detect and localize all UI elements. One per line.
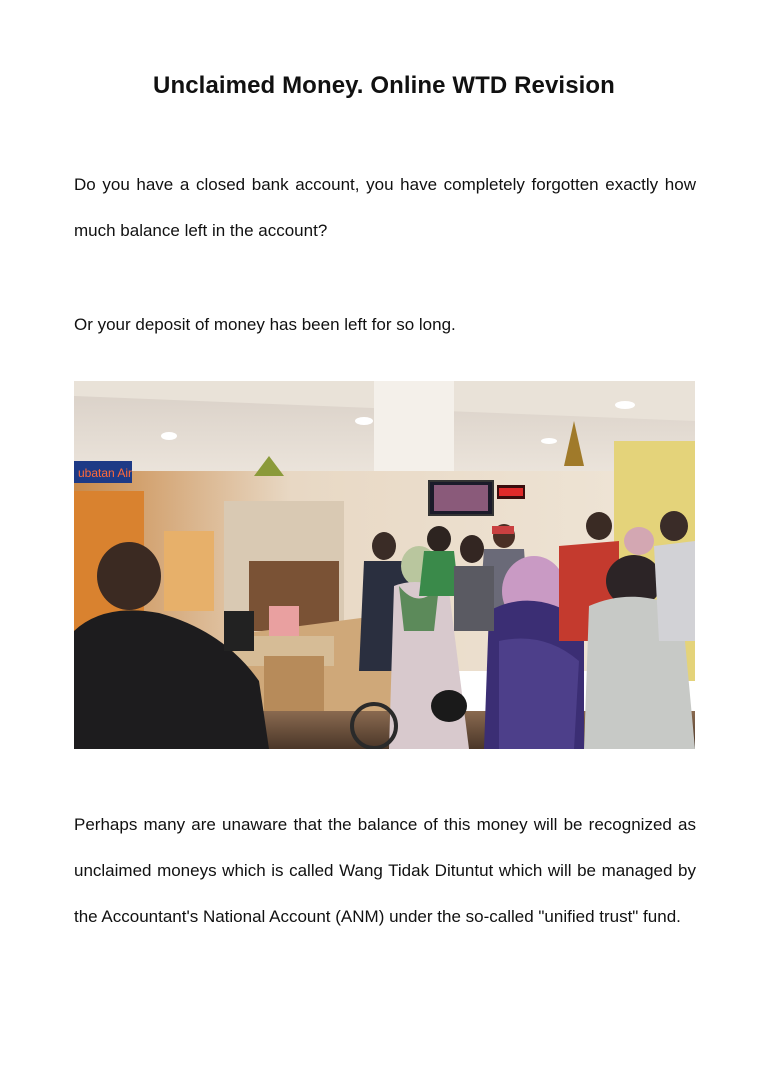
paragraph-2: Or your deposit of money has been left for so long. (74, 315, 456, 334)
paragraph-3: Perhaps many are unaware that the balance of this money will be recognized as unclaimed moneys which is called Wang Tidak Dituntut which will be managed by the Accountant's National Account (ANM) under the so-called "unified trust" fund. (74, 815, 696, 926)
paragraph-1: Do you have a closed bank account, you have completely forgotten exactly how much balance left in the account? (74, 175, 696, 240)
document-title: Unclaimed Money. Online WTD Revision (153, 72, 615, 99)
sign-text: ubatan Air (78, 466, 133, 480)
bank-counter-photo (74, 381, 695, 749)
